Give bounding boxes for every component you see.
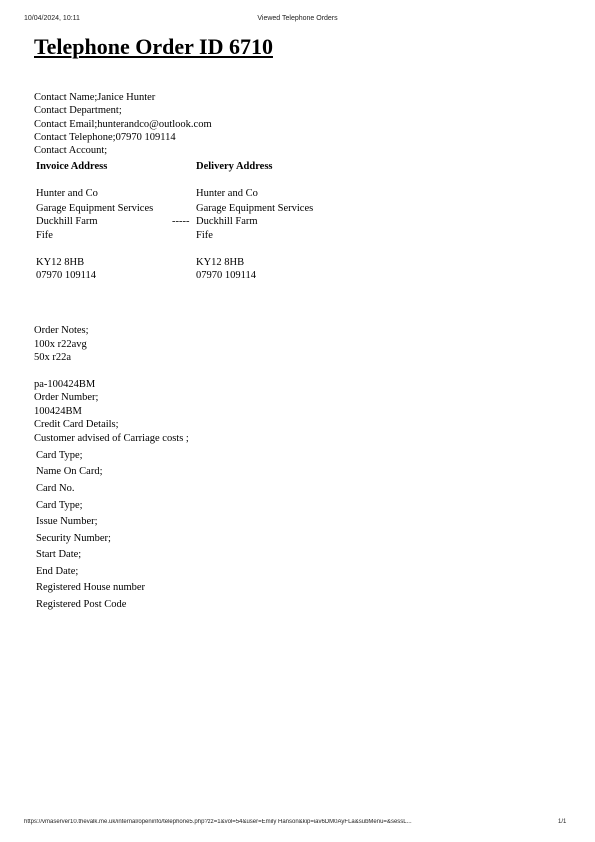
invoice-line: Fife xyxy=(36,230,53,241)
contact-email: Contact Email;hunterandco@outlook.com xyxy=(34,119,212,130)
invoice-line: Duckhill Farm xyxy=(36,216,98,227)
delivery-line: Hunter and Co xyxy=(196,188,258,199)
print-page-title: Viewed Telephone Orders xyxy=(257,15,338,22)
card-field: Name On Card; xyxy=(36,466,103,477)
print-datetime: 10/04/2024, 10:11 xyxy=(24,15,80,22)
contact-department: Contact Department; xyxy=(34,105,122,116)
print-page-number: 1/1 xyxy=(558,819,567,825)
card-field: Security Number; xyxy=(36,533,111,544)
card-field: Registered Post Code xyxy=(36,599,127,610)
order-notes-label: Order Notes; xyxy=(34,325,89,336)
contact-name: Contact Name;Janice Hunter xyxy=(34,92,156,103)
order-number: 100424BM xyxy=(34,406,82,417)
card-field: Card Type; xyxy=(36,450,83,461)
delivery-line: Duckhill Farm xyxy=(196,216,258,227)
card-field: Start Date; xyxy=(36,549,82,560)
delivery-address-heading: Delivery Address xyxy=(196,161,273,172)
order-number-label: Order Number; xyxy=(34,392,99,403)
card-field: Issue Number; xyxy=(36,516,98,527)
delivery-line: 07970 109114 xyxy=(196,270,256,281)
delivery-line: Fife xyxy=(196,230,213,241)
contact-telephone: Contact Telephone;07970 109114 xyxy=(34,132,176,143)
delivery-line: KY12 8HB xyxy=(196,257,245,268)
address-separator: ----- xyxy=(172,216,190,227)
print-url: https://vmaserver10.thevalk.me.uk/internal/openinfo/telephone5.php?zz=1&vol=54&user=Emily Hanson&kip=iav6DM0AyFLa&subMenu=&sessL... xyxy=(24,819,412,825)
credit-card-label: Credit Card Details; xyxy=(34,419,119,430)
order-reference: pa-100424BM xyxy=(34,379,96,390)
invoice-line: KY12 8HB xyxy=(36,257,85,268)
invoice-address-heading: Invoice Address xyxy=(36,161,108,172)
card-field: Card Type; xyxy=(36,500,83,511)
card-field: End Date; xyxy=(36,566,79,577)
invoice-line: 07970 109114 xyxy=(36,270,96,281)
card-field: Card No. xyxy=(36,483,75,494)
invoice-line: Garage Equipment Services xyxy=(36,203,154,214)
card-field: Registered House number xyxy=(36,582,146,593)
contact-account: Contact Account; xyxy=(34,145,108,156)
order-note: 100x r22avg xyxy=(34,339,87,350)
delivery-line: Garage Equipment Services xyxy=(196,203,314,214)
invoice-line: Hunter and Co xyxy=(36,188,98,199)
page-title: Telephone Order ID 6710 xyxy=(34,34,273,59)
order-note: 50x r22a xyxy=(34,352,72,363)
carriage-note: Customer advised of Carriage costs ; xyxy=(34,433,189,444)
